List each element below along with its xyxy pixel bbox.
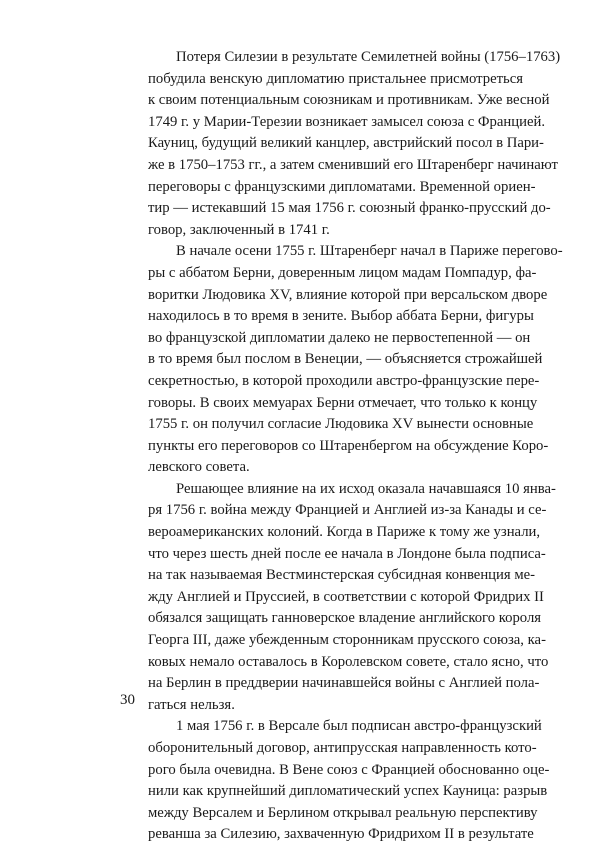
text-line: что через шесть дней после ее начала в Лондоне была подписа- xyxy=(148,545,546,562)
paragraph xyxy=(120,47,561,241)
text-line: В начале осени 1755 г. Штаренберг начал в Париже перегово- xyxy=(176,243,563,260)
text-line: на Берлин в преддверии начинавшейся войны с Англией пола- xyxy=(148,675,540,692)
text-line: ря 1756 г. война между Францией и Англией из-за Канады и се- xyxy=(148,502,547,519)
text-line: во французской дипломатии далеко не первостепенной — он xyxy=(148,329,531,346)
text-line: к своим потенциальным союзникам и противникам. Уже весной xyxy=(148,92,550,109)
text-line: Георга III, даже убежденным сторонникам прусского союза, ка- xyxy=(148,632,546,649)
text-line: находилось в то время в зените. Выбор аббата Берни, фигуры xyxy=(148,308,534,325)
text-line: ры с аббатом Берни, доверенным лицом мадам Помпадур, фа- xyxy=(148,264,537,281)
page-number: 30 xyxy=(120,692,135,708)
text-line: обязался защищать ганноверское владение английского короля xyxy=(148,610,542,627)
text-line: на так называемая Вестминстерская субсидная конвенция ме- xyxy=(148,567,536,584)
text-line: Кауниц, будущий великий канцлер, австрийский посол в Пари- xyxy=(148,135,544,152)
text-line: жду Англией и Пруссией, в соответствии с которой Фридрих II xyxy=(148,588,544,605)
text-line: в то время был послом в Венеции, — объясняется строжайшей xyxy=(148,351,543,368)
text-line: переговоры с французскими дипломатами. Временной ориен- xyxy=(148,178,536,195)
text-line: нили как крупнейший дипломатический успех Кауница: разрыв xyxy=(148,783,548,800)
paragraph xyxy=(120,479,556,717)
text-line: тир — истекавший 15 мая 1756 г. союзный франко-прусский до- xyxy=(148,200,551,217)
text-line: вероамериканских колоний. Когда в Париже к тому же узнали, xyxy=(148,524,541,541)
paragraph xyxy=(120,241,563,479)
text-line: говоры. В своих мемуарах Берни отмечает, что только к концу xyxy=(148,394,538,411)
text-line: ковых немало оставалось в Королевском совете, стало ясно, что xyxy=(148,653,549,670)
text-line: рого была очевидна. В Вене союз с Францией обоснованно оце- xyxy=(148,761,550,778)
text-line: Решающее влияние на их исход оказала начавшаяся 10 янва- xyxy=(176,480,556,497)
text-line: говор, заключенный в 1741 г. xyxy=(148,221,330,238)
text-line: воритки Людовика XV, влияние которой при версальском дворе xyxy=(148,286,548,303)
text-line: секретностью, в которой проходили австро-французские пере- xyxy=(148,372,540,389)
body-text xyxy=(120,47,563,846)
text-line: оборонительный договор, антипрусская направленность кото- xyxy=(148,740,537,756)
text-line: Потеря Силезии в результате Семилетней войны (1756–1763) xyxy=(176,49,561,65)
text-line: 1755 г. он получил согласие Людовика XV вынести основные xyxy=(148,416,534,433)
text-line: гаться нельзя. xyxy=(148,696,235,713)
text-line: 1749 г. у Марии-Терезии возникает замысел союза с Францией. xyxy=(148,113,546,130)
paragraph xyxy=(120,716,550,846)
text-line: пункты его переговоров со Штаренбергом на обсуждение Коро- xyxy=(148,437,549,454)
text-line: между Версалем и Берлином открывал реальную перспективу xyxy=(148,804,538,821)
text-line: 1 мая 1756 г. в Версале был подписан австро-французский xyxy=(176,718,542,735)
text-line: реванша за Силезию, захваченную Фридрихом II в результате xyxy=(148,826,534,843)
text-line: левского совета. xyxy=(148,459,250,476)
text-line: побудила венскую дипломатию пристальнее присмотреться xyxy=(148,70,523,87)
text-line: же в 1750–1753 гг., а затем сменивший его Штаренберг начинают xyxy=(148,156,558,173)
